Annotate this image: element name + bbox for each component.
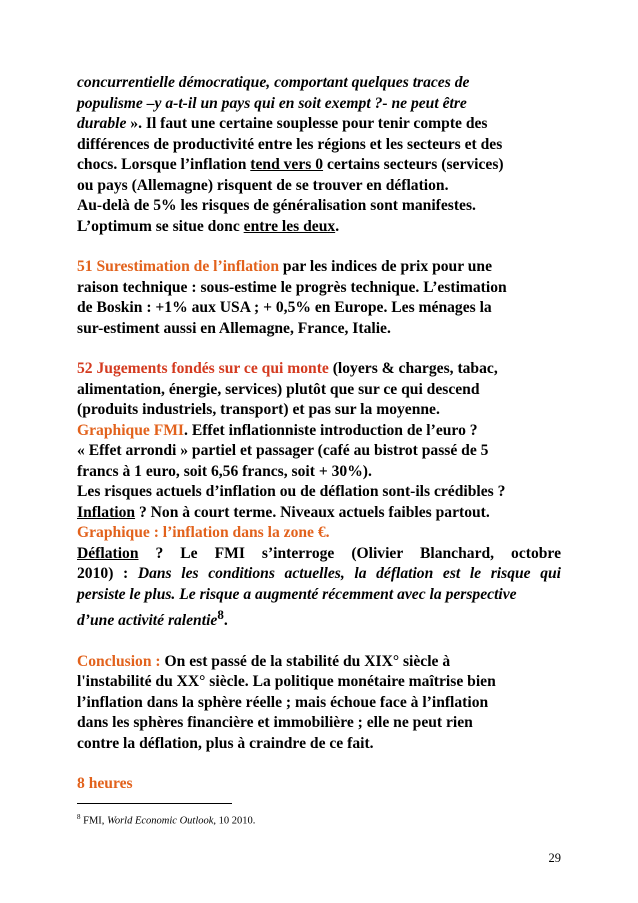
text-line: francs à 1 euro, soit 6,56 francs, soit + 30%). [77,462,372,480]
text-line [77,523,561,544]
text-line: contre la déflation, plus à craindre de ce fait. [77,734,374,752]
text-line: Inflation ? Non à court terme. Niveaux actuels faibles partout. [77,503,490,521]
paragraph-overestimation [77,257,561,339]
graph-reference-eurozone: Graphique : l’inflation dans la zone €. [77,524,330,541]
text-line: d’une activité ralentie$^8$. [77,607,228,630]
body-text [77,73,561,795]
footnote: $^8$ FMI, World Economic Outlook, 10 2010. [77,813,256,827]
paragraph-inflation-range [77,73,561,237]
text-line: « Effet arrondi » partiel et passager (café au bistrot passé de 5 [77,442,489,459]
text-line: persiste le plus. Le risque a augmenté récemment avec la perspective [77,585,517,603]
graph-reference-imf: Graphique FMI [77,421,185,439]
text-line: concurrentielle démocratique, comportant quelques traces de [77,74,470,91]
text-line: chocs. Lorsque l’inflation tend vers 0 certains secteurs (services) [77,156,504,173]
text-line: (produits industriels, transport) et pas sur la moyenne. [77,401,440,418]
section-heading-8-hours: 8 heures [77,775,133,793]
text-line: Les risques actuels d’inflation ou de déflation sont-ils crédibles ? [77,483,506,500]
text-line: sur-estiment aussi en Allemagne, France, Italie. [77,319,391,337]
text-line: de Boskin : +1% aux USA ; + 0,5% en Europe. Les ménages la [77,299,492,316]
underlined-text: tend vers 0 [250,156,324,173]
section-heading-52: 52 Jugements fondés sur ce qui monte [77,360,329,377]
page-number: 29 [548,851,561,865]
text-line: Déflation ? Le FMI s’interroge (Olivier Blanchard, octobre [77,544,561,562]
text-line: durable ». Il faut une certaine souplesse pour tenir compte des [77,115,488,132]
footnote-separator [77,803,232,804]
text-line: l'instabilité du XX° siècle. La politique monétaire maîtrise bien [77,673,496,691]
paragraph-conclusion [77,652,561,755]
text-line: populisme –y a-t-il un pays qui en soit exempt ?- ne peut être [77,94,467,112]
text-line: ou pays (Allemagne) risquent de se trouver en déflation. [77,176,449,194]
section-heading-51: 51 Surestimation de l’inflation [77,258,280,275]
footnote-reference[interactable]: 8 [217,607,224,622]
text-line: 52 Jugements fondés sur ce qui monte (loyers & charges, tabac, [77,360,498,377]
text-line: Graphique FMI. Effet inflationniste introduction de l’euro ? [77,421,478,439]
text-line: 2010) : Dans les conditions actuelles, la déflation est le risque qui [77,565,562,582]
text-line: l’inflation dans la sphère réelle ; mais échoue face à l’inflation [77,693,489,711]
text-line: L’optimum se situe donc entre les deux. [77,217,340,235]
paragraph-judgements [77,359,561,632]
text-line: différences de productivité entre les régions et les secteurs et des [77,135,503,153]
underlined-text: entre les deux [243,217,336,235]
text-line: raison technique : sous-estime le progrès technique. L’estimation [77,278,507,296]
conclusion-heading: Conclusion : [77,652,161,670]
text-line: Au-delà de 5% les risques de généralisation sont manifestes. [77,197,476,214]
text-line: Conclusion : On est passé de la stabilité du XIX° siècle à [77,652,451,670]
text-line: 51 Surestimation de l’inflation par les indices de prix pour une [77,258,493,275]
text-line: dans les sphères financière et immobilière ; elle ne peut rien [77,714,473,732]
text-line: alimentation, énergie, services) plutôt que sur ce qui descend [77,380,480,398]
footnote-number: 8 [77,813,81,821]
underlined-text: Inflation [77,503,136,521]
underlined-text: Déflation [77,544,139,562]
